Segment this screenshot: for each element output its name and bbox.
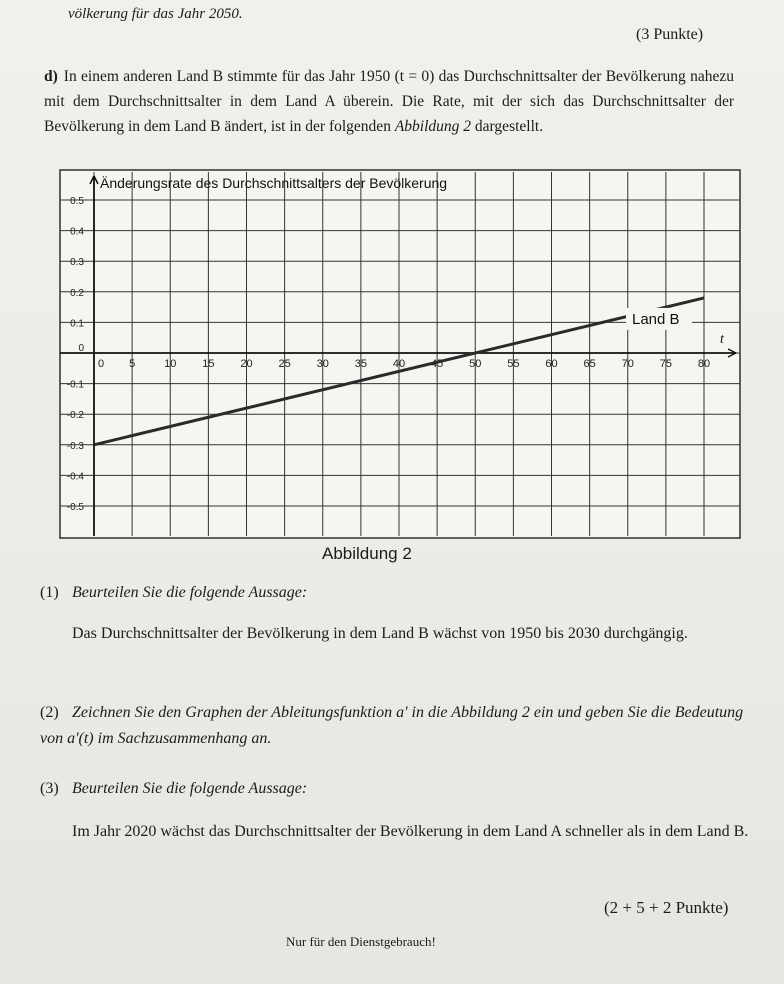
part-2-number: (2) bbox=[40, 704, 59, 721]
x-tick-label: 20 bbox=[240, 358, 253, 370]
y-tick-label: -0.1 bbox=[66, 379, 84, 391]
y-tick-label: 0.2 bbox=[70, 287, 84, 299]
x-tick-label: 65 bbox=[583, 358, 596, 370]
x-tick-label: 15 bbox=[202, 358, 215, 370]
x-tick-label: 30 bbox=[316, 358, 329, 370]
part-1-statement: Das Durchschnittsalter der Bevölkerung in dem Land B wächst von 1950 bis 2030 durchgängig. bbox=[72, 625, 688, 642]
x-tick-label: 60 bbox=[545, 358, 558, 370]
task-d-label: d) bbox=[44, 68, 58, 85]
x-tick-label: 45 bbox=[431, 358, 444, 370]
part-1-heading bbox=[40, 580, 307, 606]
y-tick-label: -0.4 bbox=[66, 471, 84, 483]
previous-task-line: völkerung für das Jahr 2050. bbox=[68, 6, 243, 22]
chart-svg bbox=[56, 168, 744, 540]
series-label: Land B bbox=[632, 310, 680, 328]
part-1-instruction: Beurteilen Sie die folgende Aussage: bbox=[72, 584, 308, 601]
x-tick-label: 75 bbox=[659, 358, 672, 370]
task-d-text-after: dargestellt. bbox=[471, 118, 544, 135]
x-tick-label: 25 bbox=[278, 358, 291, 370]
y-tick-label: -0.5 bbox=[66, 502, 84, 513]
part-1-number: (1) bbox=[40, 584, 59, 601]
x-tick-label: 10 bbox=[164, 358, 177, 370]
y-tick-label: -0.3 bbox=[66, 440, 84, 452]
part-3-instruction: Beurteilen Sie die folgende Aussage: bbox=[72, 780, 308, 797]
y-tick-label: 0 bbox=[78, 343, 84, 354]
x-tick-label: 0 bbox=[98, 358, 105, 370]
y-tick-label: 0.5 bbox=[70, 196, 84, 207]
y-tick-label: 0.4 bbox=[70, 226, 84, 238]
part-2-heading bbox=[40, 700, 752, 752]
x-tick-label: 35 bbox=[354, 358, 367, 370]
part-3-statement: Im Jahr 2020 wächst das Durchschnittsalter der Bevölkerung in dem Land A schneller als in dem Land B. bbox=[72, 823, 749, 840]
y-tick-label: 0.3 bbox=[70, 257, 84, 269]
task-d-figure-ref: Abbildung 2 bbox=[394, 118, 472, 135]
chart-frame bbox=[60, 170, 740, 538]
y-tick-label: -0.2 bbox=[66, 410, 84, 422]
task-d-text-before: In einem anderen Land B stimmte für das Jahr 1950 (t = 0) das Durchschnittsalter der Bevölkerung nahezu mit dem Durchschnittsalter in dem Land A überein. Die Rate, mit der sich das Durchschnittsalter der Bevölkerung in dem Land B ändert, ist in der folgenden bbox=[44, 68, 734, 135]
x-axis-label: t bbox=[720, 332, 724, 347]
part-2-instruction: Zeichnen Sie den Graphen der Ableitungsfunktion a' in die Abbildung 2 ein und geben Sie die Bedeutung von a'(t) im Sachzusammenhang an. bbox=[40, 704, 744, 747]
total-points: (2 + 5 + 2 Punkte) bbox=[604, 898, 729, 917]
y-tick-label: 0.1 bbox=[70, 318, 84, 330]
task-d-text bbox=[44, 64, 734, 139]
figure-caption: Abbildung 2 bbox=[322, 544, 412, 563]
chart-title: Änderungsrate des Durchschnittsalters der Bevölkerung bbox=[100, 175, 448, 191]
x-tick-label: 80 bbox=[697, 358, 711, 370]
chart-figure-2 bbox=[56, 168, 744, 540]
x-tick-label: 5 bbox=[129, 358, 136, 370]
x-tick-label: 50 bbox=[469, 358, 482, 370]
part-3-number: (3) bbox=[40, 780, 59, 797]
part-3-heading bbox=[40, 776, 307, 802]
task-c-points: (3 Punkte) bbox=[636, 26, 704, 43]
footer-note: Nur für den Dienstgebrauch! bbox=[286, 934, 436, 949]
x-tick-label: 40 bbox=[392, 358, 406, 370]
x-tick-label: 70 bbox=[621, 358, 634, 370]
x-tick-label: 55 bbox=[507, 358, 520, 370]
